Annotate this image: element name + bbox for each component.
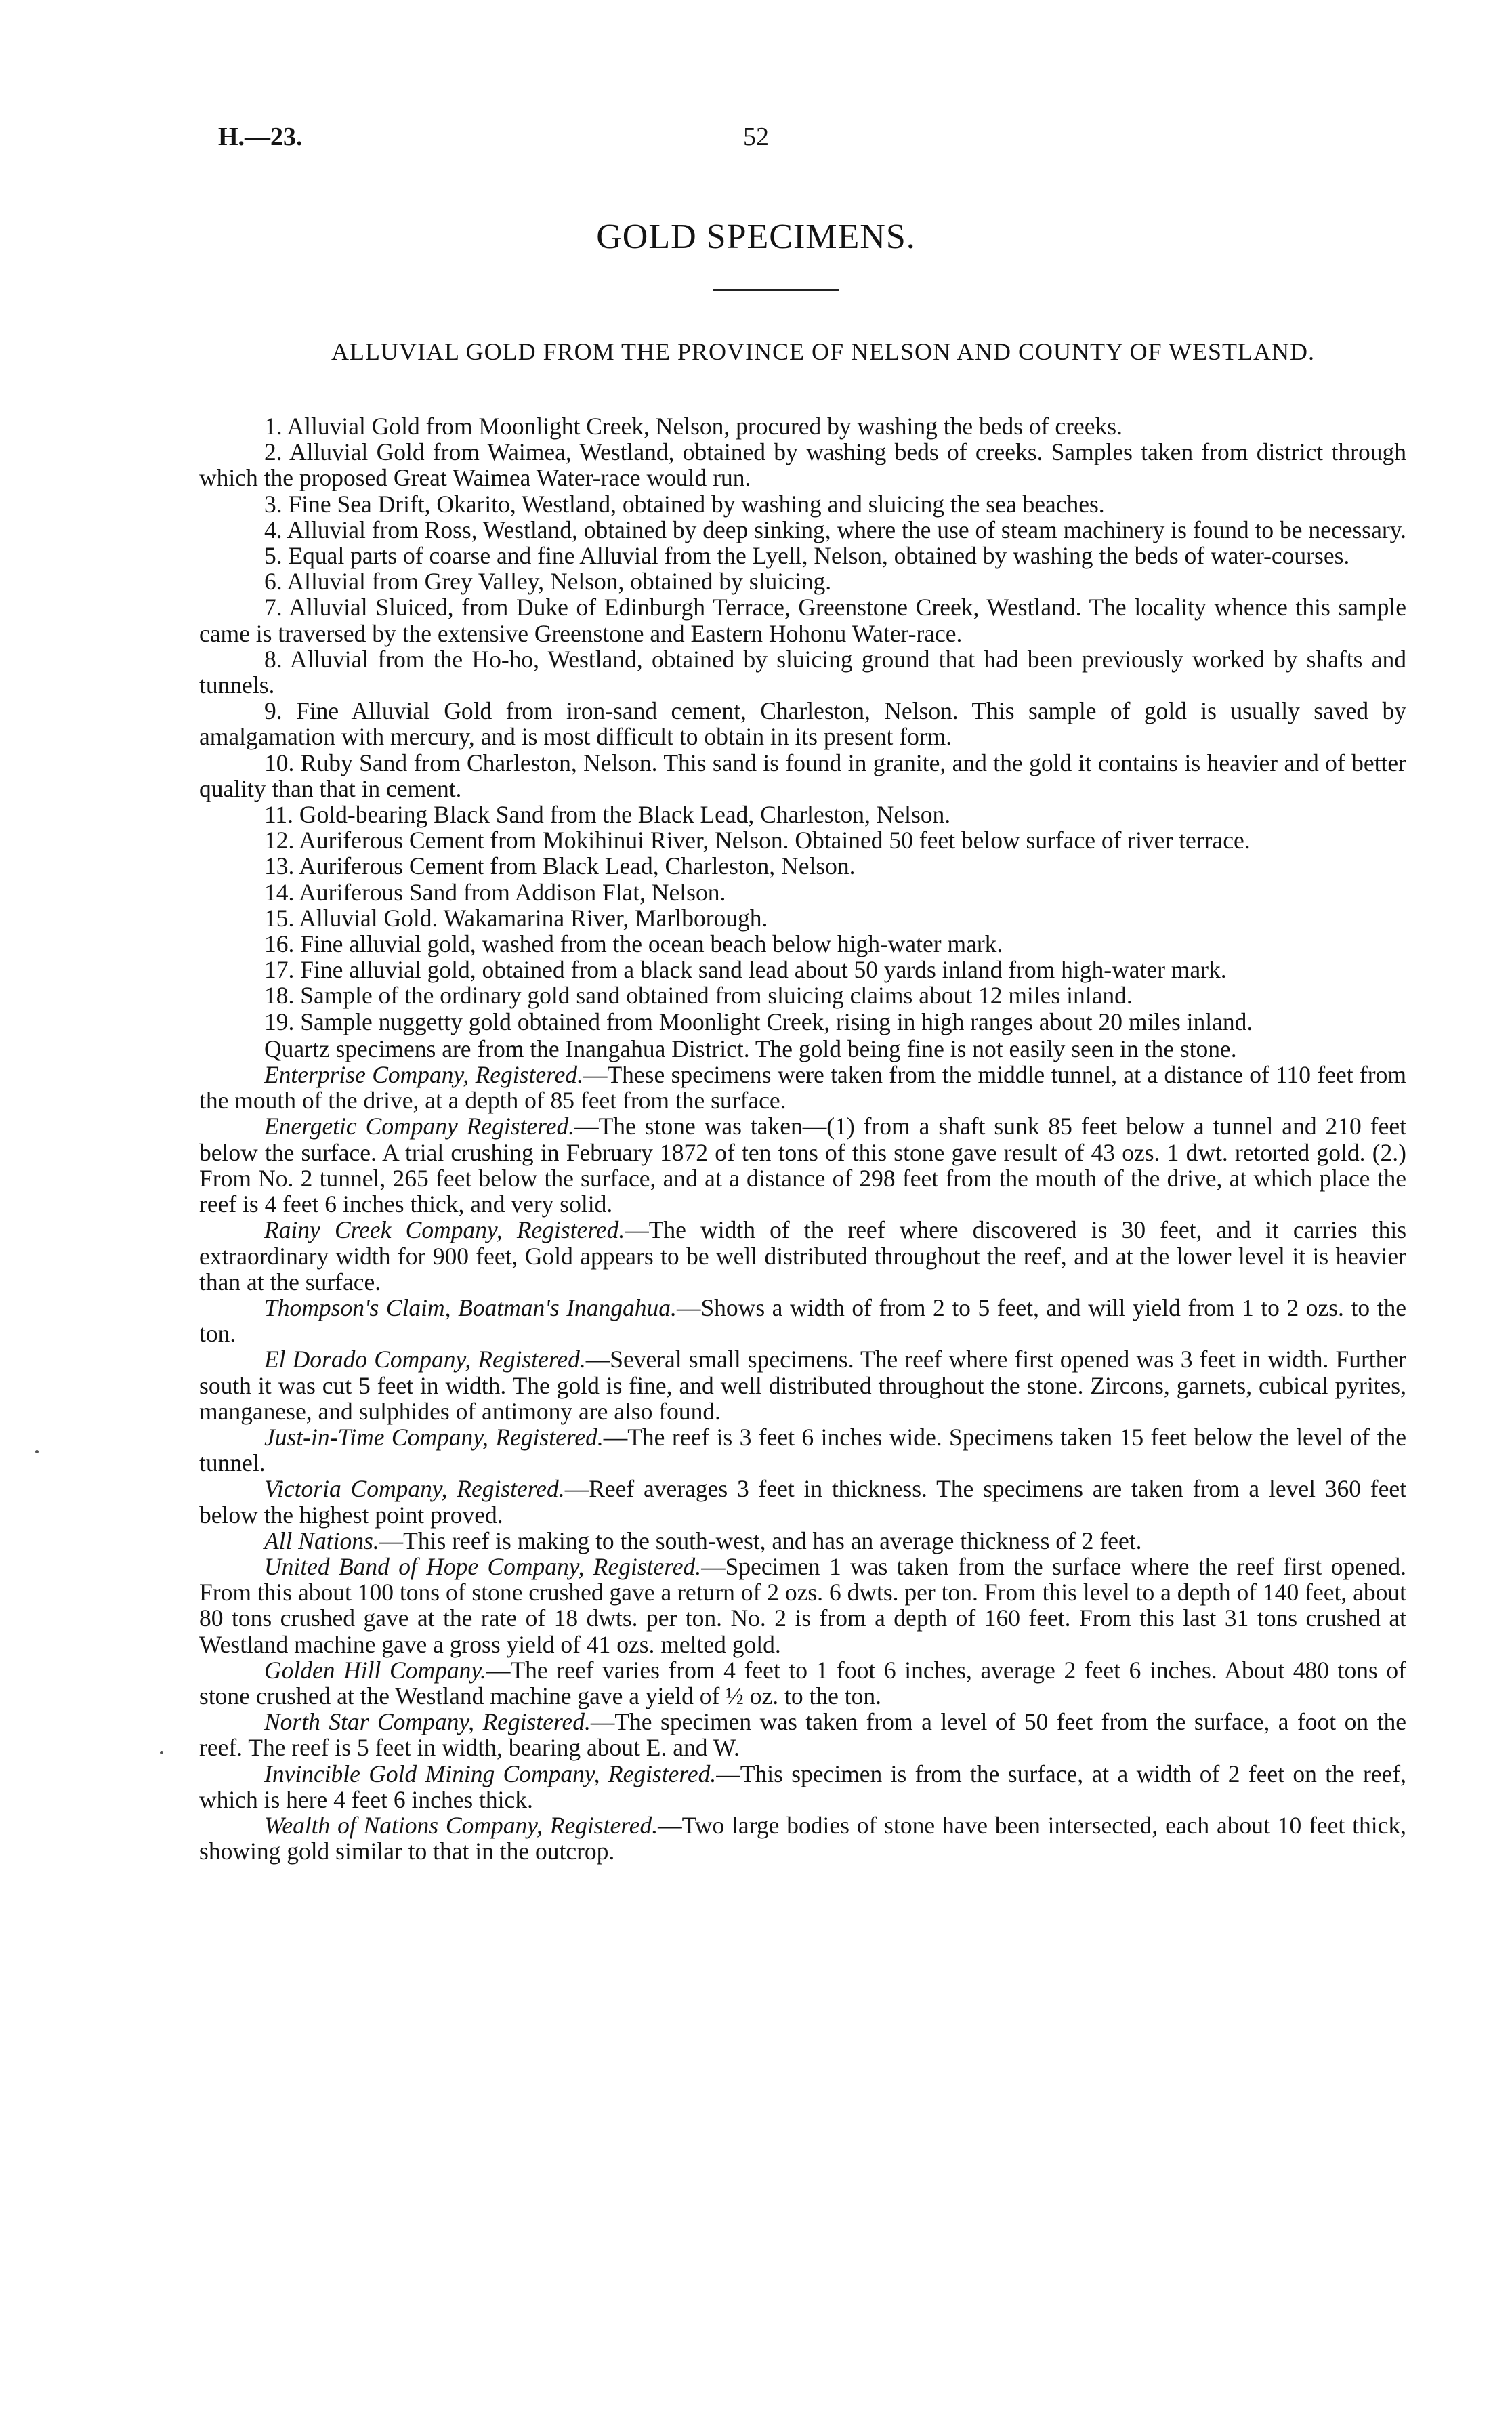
alluvial-item: 6. Alluvial from Grey Valley, Nelson, obtained by sluicing. — [264, 568, 832, 596]
report-reference: H.—23. — [218, 123, 303, 151]
alluvial-item: 2. Alluvial Gold from Waimea, Westland, obtained by washing beds of creeks. Samples taken from district through which the proposed Great Waimea Water-race would run. — [199, 438, 1406, 492]
company-name: Energetic Company Registered. — [264, 1113, 575, 1140]
alluvial-item: 11. Gold-bearing Black Sand from the Black Lead, Charleston, Nelson. — [264, 801, 951, 829]
company-entry — [199, 1657, 1406, 1709]
page-number: 52 — [743, 123, 769, 151]
company-entry — [199, 1424, 1406, 1476]
company-name: Invincible Gold Mining Company, Registered. — [264, 1760, 717, 1787]
alluvial-item: 4. Alluvial from Ross, Westland, obtained by deep sinking, where the use of steam machinery is found to be necessary. — [264, 516, 1406, 543]
company-name: Enterprise Company, Registered. — [264, 1061, 583, 1089]
company-entry — [199, 1062, 1406, 1113]
alluvial-item: 15. Alluvial Gold. Wakamarina River, Marlborough. — [264, 904, 768, 932]
alluvial-item: 17. Fine alluvial gold, obtained from a black sand lead about 50 yards inland from high-water mark. — [264, 956, 1227, 984]
company-description: —These specimens were taken from the middle tunnel, at a distance of 110 feet from the mouth of the drive, at a depth of 85 feet from the surface. — [199, 1061, 1406, 1115]
alluvial-item: 5. Equal parts of coarse and fine Alluvial from the Lyell, Nelson, obtained by washing the beds of water-courses. — [264, 542, 1350, 570]
section-subtitle: ALLUVIAL GOLD FROM THE PROVINCE OF NELSON AND COUNTY OF WESTLAND. — [331, 338, 1315, 365]
company-description: —This reef is making to the south-west, and has an average thickness of 2 feet. — [379, 1527, 1142, 1554]
alluvial-item: 1. Alluvial Gold from Moonlight Creek, Nelson, procured by washing the beds of creeks. — [264, 413, 1122, 440]
company-entry — [199, 1476, 1406, 1527]
company-entry — [199, 1346, 1406, 1424]
company-name: El Dorado Company, Registered. — [264, 1346, 586, 1373]
company-description: —Shows a width of from 2 to 5 feet, and will yield from 1 to 2 ozs. to the ton. — [199, 1293, 1406, 1348]
alluvial-item: 18. Sample of the ordinary gold sand obtained from sluicing claims about 12 miles inland. — [264, 982, 1133, 1010]
company-entry — [199, 1709, 1406, 1760]
company-name: Golden Hill Company. — [264, 1656, 486, 1684]
page-title: GOLD SPECIMENS. — [596, 217, 916, 256]
alluvial-item: 3. Fine Sea Drift, Okarito, Westland, obtained by washing and sluicing the sea beaches. — [264, 490, 1105, 518]
company-description: —The width of the reef where discovered is 30 feet, and it carries this extraordinary width for 900 feet, Gold appears to be well distributed throughout the reef, and at the lower level it is heavier than at the surface. — [199, 1216, 1407, 1296]
alluvial-item: 7. Alluvial Sluiced, from Duke of Edinburgh Terrace, Greenstone Creek, Westland. The locality whence this sample came is traversed by the extensive Greenstone and Eastern Hohonu Water-race. — [199, 594, 1406, 647]
company-entry — [199, 1113, 1406, 1217]
company-description: —The specimen was taken from a level of 50 feet from the surface, a foot on the reef. The reef is 5 feet in width, bearing about E. and W. — [199, 1708, 1406, 1762]
company-name: North Star Company, Registered. — [264, 1708, 591, 1736]
company-entry — [199, 1554, 1406, 1657]
company-description: —Two large bodies of stone have been intersected, each about 10 feet thick, showing gold similar to that in the outcrop. — [199, 1811, 1406, 1865]
company-description: —The reef varies from 4 feet to 1 foot 6 inches, average 2 feet 6 inches. About 480 tons of stone crushed at the Westland machine gave a yield of ½ oz. to the ton. — [199, 1656, 1406, 1709]
title-rule — [713, 289, 839, 291]
alluvial-item: 14. Auriferous Sand from Addison Flat, Nelson. — [264, 878, 726, 906]
company-entry — [199, 1217, 1406, 1295]
company-name: United Band of Hope Company, Registered. — [264, 1552, 702, 1580]
quartz-intro: Quartz specimens are from the Inangahua District. The gold being fine is not easily seen in the stone. — [264, 1035, 1237, 1062]
company-name: Rainy Creek Company, Registered. — [264, 1216, 625, 1244]
company-entry — [199, 1528, 1406, 1554]
margin-speck — [160, 1751, 163, 1754]
company-description: —Reef averages 3 feet in thickness. The specimens are taken from a level 360 feet below the highest point proved. — [199, 1475, 1406, 1529]
alluvial-item: 10. Ruby Sand from Charleston, Nelson. This sand is found in granite, and the gold it contains is heavier and of better quality than that in cement. — [199, 749, 1406, 802]
body-text — [199, 413, 1406, 1864]
alluvial-item: 12. Auriferous Cement from Mokihinui River, Nelson. Obtained 50 feet below surface of river terrace. — [264, 827, 1251, 854]
company-description: —Several small specimens. The reef where first opened was 3 feet in width. Further south it was cut 5 feet in width. The gold is fine, and well distributed throughout the stone. Zircons, garnets, cubical pyrites, manganese, and sulphides of antimony are also found. — [199, 1346, 1406, 1425]
company-description: —Specimen 1 was taken from the surface where the reef first opened. From this about 100 tons of stone crushed gave a return of 2 ozs. 6 dwts. per ton. From this level to a depth of 140 feet, about 80 tons crushed gave at the rate of 18 dwts. per ton. No. 2 is from a depth of 160 feet. From this last 31 tons crushed at Westland machine gave a gross yield of 41 ozs. melted gold. — [199, 1552, 1406, 1658]
alluvial-item: 8. Alluvial from the Ho-ho, Westland, obtained by sluicing ground that had been previously worked by shafts and tunnels. — [199, 645, 1406, 699]
company-description: —The reef is 3 feet 6 inches wide. Specimens taken 15 feet below the level of the tunnel. — [199, 1423, 1407, 1477]
alluvial-item: 16. Fine alluvial gold, washed from the ocean beach below high-water mark. — [264, 930, 1003, 958]
company-entry — [199, 1761, 1406, 1812]
company-name: All Nations. — [264, 1527, 379, 1554]
company-description: —The stone was taken—(1) from a shaft sunk 85 feet below a tunnel and 210 feet below the surface. A trial crushing in February 1872 of ten tons of this stone gave result of 43 ozs. 1 dwt. retorted gold. (2.) From No. 2 tunnel, 265 feet below the surface, and at a distance of 298 feet from the mouth of the drive, at which place the reef is 4 feet 6 inches thick, and very solid. — [199, 1113, 1406, 1218]
company-name: Wealth of Nations Company, Registered. — [264, 1811, 658, 1839]
company-name: Just-in-Time Company, Registered. — [264, 1423, 604, 1451]
company-description: —This specimen is from the surface, at a width of 2 feet on the reef, which is here 4 feet 6 inches thick. — [199, 1760, 1406, 1813]
alluvial-item: 13. Auriferous Cement from Black Lead, Charleston, Nelson. — [264, 852, 856, 880]
company-entry — [199, 1812, 1406, 1864]
margin-speck — [35, 1450, 39, 1453]
company-name: Thompson's Claim, Boatman's Inangahua. — [264, 1293, 677, 1321]
alluvial-item: 9. Fine Alluvial Gold from iron-sand cement, Charleston, Nelson. This sample of gold is usually saved by amalgamation with mercury, and is most difficult to obtain in its present form. — [199, 697, 1406, 751]
alluvial-item: 19. Sample nuggetty gold obtained from Moonlight Creek, rising in high ranges about 20 miles inland. — [264, 1008, 1253, 1035]
company-entry — [199, 1295, 1406, 1346]
company-name: Victoria Company, Registered. — [264, 1475, 565, 1503]
